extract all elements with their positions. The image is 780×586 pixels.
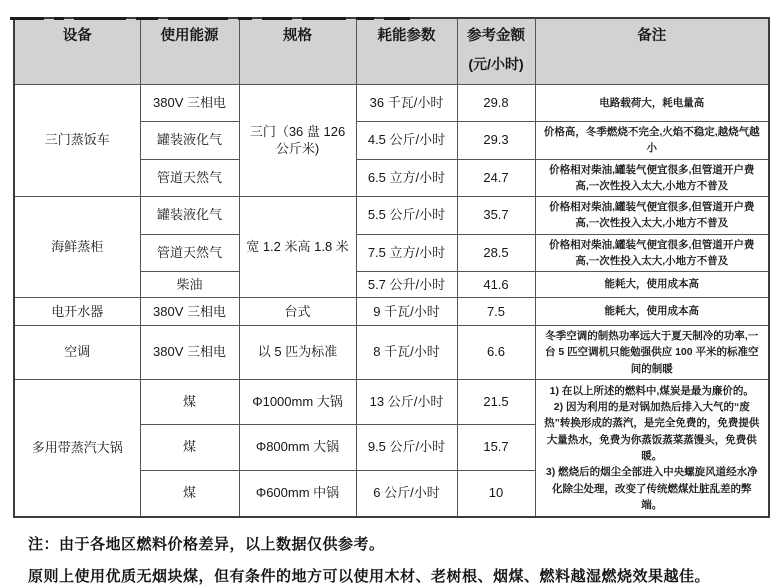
amount-cell: 24.7 <box>457 159 535 197</box>
energy-cell: 380V 三相电 <box>140 85 239 122</box>
spec-cell: 三门（36 盘 126 公斤米) <box>239 85 356 197</box>
param-cell: 36 千瓦/小时 <box>356 85 457 122</box>
param-cell: 4.5 公斤/小时 <box>356 122 457 160</box>
table-row <box>14 379 769 424</box>
amount-cell: 28.5 <box>457 234 535 272</box>
param-cell: 9.5 公斤/小时 <box>356 424 457 470</box>
spec-cell: 宽 1.2 米高 1.8 米 <box>239 197 356 298</box>
header-energy: 使用能源 <box>140 18 239 85</box>
energy-cell: 柴油 <box>140 272 239 298</box>
spec-cell: 以 5 匹为标准 <box>239 326 356 380</box>
device-cell-rice-steamer: 三门蒸饭车 <box>14 85 140 197</box>
energy-cell: 管道天然气 <box>140 159 239 197</box>
footnote-price-disclaimer: 注：由于各地区燃料价格差异，以上数据仅供参考。 <box>28 536 385 554</box>
param-cell: 5.7 公升/小时 <box>356 272 457 298</box>
param-cell: 6 公斤/小时 <box>356 471 457 517</box>
energy-cell: 380V 三相电 <box>140 326 239 380</box>
clipped-text-fragment <box>10 17 410 20</box>
spec-cell: Φ600mm 中锅 <box>239 471 356 517</box>
amount-cell: 41.6 <box>457 272 535 298</box>
spec-cell: 台式 <box>239 298 356 326</box>
amount-cell: 6.6 <box>457 326 535 380</box>
note-cell: 能耗大，使用成本高 <box>535 272 769 298</box>
header-spec: 规格 <box>239 18 356 85</box>
header-amount-unit: (元/小时) <box>468 56 524 73</box>
note-cell: 冬季空调的制热功率远大于夏天制冷的功率,一台 5 匹空调机只能勉强供应 100 平米的标准空间的制暖 <box>535 326 769 380</box>
energy-cell: 罐装液化气 <box>140 197 239 235</box>
spec-cell: Φ800mm 大锅 <box>239 424 356 470</box>
param-cell: 9 千瓦/小时 <box>356 298 457 326</box>
header-row <box>14 18 769 85</box>
spec-cell: Φ1000mm 大锅 <box>239 379 356 424</box>
note-cell: 价格相对柴油,罐装气便宜很多,但管道开户费高,一次性投入太大,小地方不普及 <box>535 159 769 197</box>
amount-cell: 35.7 <box>457 197 535 235</box>
header-amount-title: 参考金额 <box>467 28 525 44</box>
energy-cell: 罐装液化气 <box>140 122 239 160</box>
amount-cell: 15.7 <box>457 424 535 470</box>
amount-cell: 10 <box>457 471 535 517</box>
header-device: 设备 <box>14 18 140 85</box>
device-cell-water-boiler: 电开水器 <box>14 298 140 326</box>
amount-cell: 21.5 <box>457 379 535 424</box>
amount-cell: 29.3 <box>457 122 535 160</box>
device-cell-air-conditioner: 空调 <box>14 326 140 380</box>
note-cell: 价格高，冬季燃烧不完全,火焰不稳定,越烧气越小 <box>535 122 769 160</box>
energy-cell: 煤 <box>140 379 239 424</box>
header-param: 耗能参数 <box>356 18 457 85</box>
table-row <box>14 326 769 380</box>
coal-note-1: 1) 在以上所述的燃料中,煤炭是最为廉价的。 <box>549 384 754 397</box>
amount-cell: 7.5 <box>457 298 535 326</box>
footnote-fuel-advice: 原则上使用优质无烟块煤，但有条件的地方可以使用木材、老树根、烟煤、燃料越湿燃烧效果越佳。 <box>28 568 711 586</box>
amount-cell: 29.8 <box>457 85 535 122</box>
param-cell: 5.5 公斤/小时 <box>356 197 457 235</box>
device-cell-steam-pot: 多用带蒸汽大锅 <box>14 379 140 517</box>
energy-cell: 煤 <box>140 471 239 517</box>
note-cell: 能耗大，使用成本高 <box>535 298 769 326</box>
header-note: 备注 <box>535 18 769 85</box>
footnotes <box>28 536 780 586</box>
energy-cell: 煤 <box>140 424 239 470</box>
param-cell: 6.5 立方/小时 <box>356 159 457 197</box>
note-cell-coal-list <box>535 379 769 517</box>
coal-note-2: 2) 因为利用的是对锅加热后排入大气的“废热”转换形成的蒸汽，是完全免费的，免费提供大量热水，免费为你蒸饭蒸菜蒸馒头，免费供暖。 <box>544 401 760 462</box>
param-cell: 7.5 立方/小时 <box>356 234 457 272</box>
note-cell: 价格相对柴油,罐装气便宜很多,但管道开户费高,一次性投入太大,小地方不普及 <box>535 197 769 235</box>
energy-cell: 管道天然气 <box>140 234 239 272</box>
table-row <box>14 197 769 235</box>
coal-note-3: 3) 燃烧后的烟尘全部进入中央螺旋风道经水净化除尘处理，改变了传统燃煤灶脏乱差的弊端。 <box>545 466 758 511</box>
table-row <box>14 85 769 122</box>
table-row <box>14 298 769 326</box>
energy-comparison-table <box>13 17 770 518</box>
energy-cell: 380V 三相电 <box>140 298 239 326</box>
param-cell: 8 千瓦/小时 <box>356 326 457 380</box>
param-cell: 13 公斤/小时 <box>356 379 457 424</box>
header-amount <box>457 18 535 85</box>
note-cell: 电路载荷大，耗电量高 <box>535 85 769 122</box>
note-cell: 价格相对柴油,罐装气便宜很多,但管道开户费高,一次性投入太大,小地方不普及 <box>535 234 769 272</box>
device-cell-seafood-steamer: 海鲜蒸柜 <box>14 197 140 298</box>
